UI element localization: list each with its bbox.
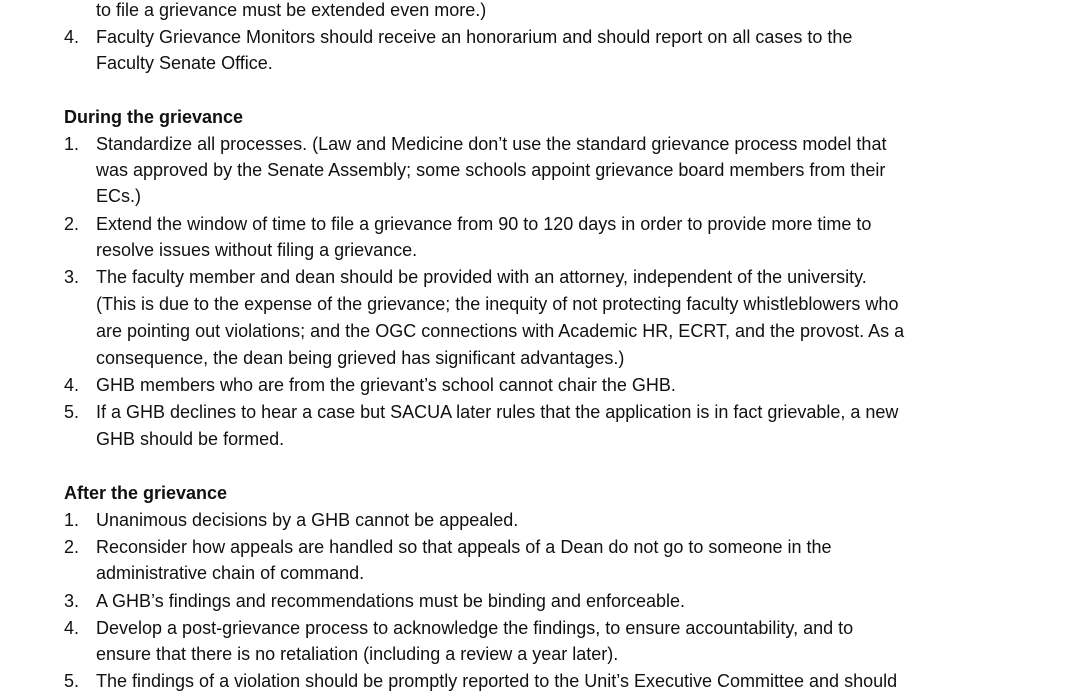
list-item-text: ensure that there is no retaliation (including a review a year later). [96,644,619,664]
list-item-text: Standardize all processes. (Law and Medicine don’t use the standard grievance process model that [96,134,887,154]
list-number: 4. [64,27,80,47]
list-item-text: ECs.) [96,186,141,206]
list-number: 5. [64,671,80,691]
list-item-text: Develop a post-grievance process to acknowledge the findings, to ensure accountability, and to [96,618,854,638]
list-item-text: A GHB’s findings and recommendations must be binding and enforceable. [96,591,686,611]
list-number: 2. [64,537,80,557]
list-item-text: Faculty Grievance Monitors should receive an honorarium and should report on all cases to the [96,27,853,47]
section-heading-after: After the grievance [64,483,228,503]
list-number: 5. [64,402,80,422]
section-heading-during: During the grievance [64,107,244,127]
list-item-text: are pointing out violations; and the OGC connections with Academic HR, ECRT, and the provost. As a [96,321,905,341]
list-item-text: GHB members who are from the grievant’s school cannot chair the GHB. [96,375,676,395]
list-item-text: Faculty Senate Office. [96,53,273,73]
list-number: 4. [64,618,80,638]
list-number: 2. [64,214,80,234]
list-item-text: administrative chain of command. [96,563,365,583]
list-number: 4. [64,375,80,395]
list-item-text: consequence, the dean being grieved has significant advantages.) [96,348,625,368]
list-item-text: The findings of a violation should be promptly reported to the Unit’s Executive Committee and should [96,671,898,691]
list-item-text: was approved by the Senate Assembly; some schools appoint grievance board members from their [96,160,886,180]
list-item-text: (This is due to the expense of the grievance; the inequity of not protecting faculty whistleblowers who [96,294,899,314]
item3-continuation: to file a grievance must be extended even more.) [96,0,487,20]
list-item-text: Extend the window of time to file a grievance from 90 to 120 days in order to provide more time to [96,214,872,234]
list-item-text: Unanimous decisions by a GHB cannot be appealed. [96,510,519,530]
list-number: 3. [64,267,80,287]
list-item-text: GHB should be formed. [96,429,285,449]
list-number: 1. [64,134,80,154]
list-item-text: If a GHB declines to hear a case but SACUA later rules that the application is in fact grievable, a new [96,402,899,422]
list-item-text: The faculty member and dean should be provided with an attorney, independent of the university. [96,267,867,287]
list-item-text: resolve issues without filing a grievance. [96,240,418,260]
list-item-text: Reconsider how appeals are handled so that appeals of a Dean do not go to someone in the [96,537,832,557]
list-number: 3. [64,591,80,611]
list-number: 1. [64,510,80,530]
